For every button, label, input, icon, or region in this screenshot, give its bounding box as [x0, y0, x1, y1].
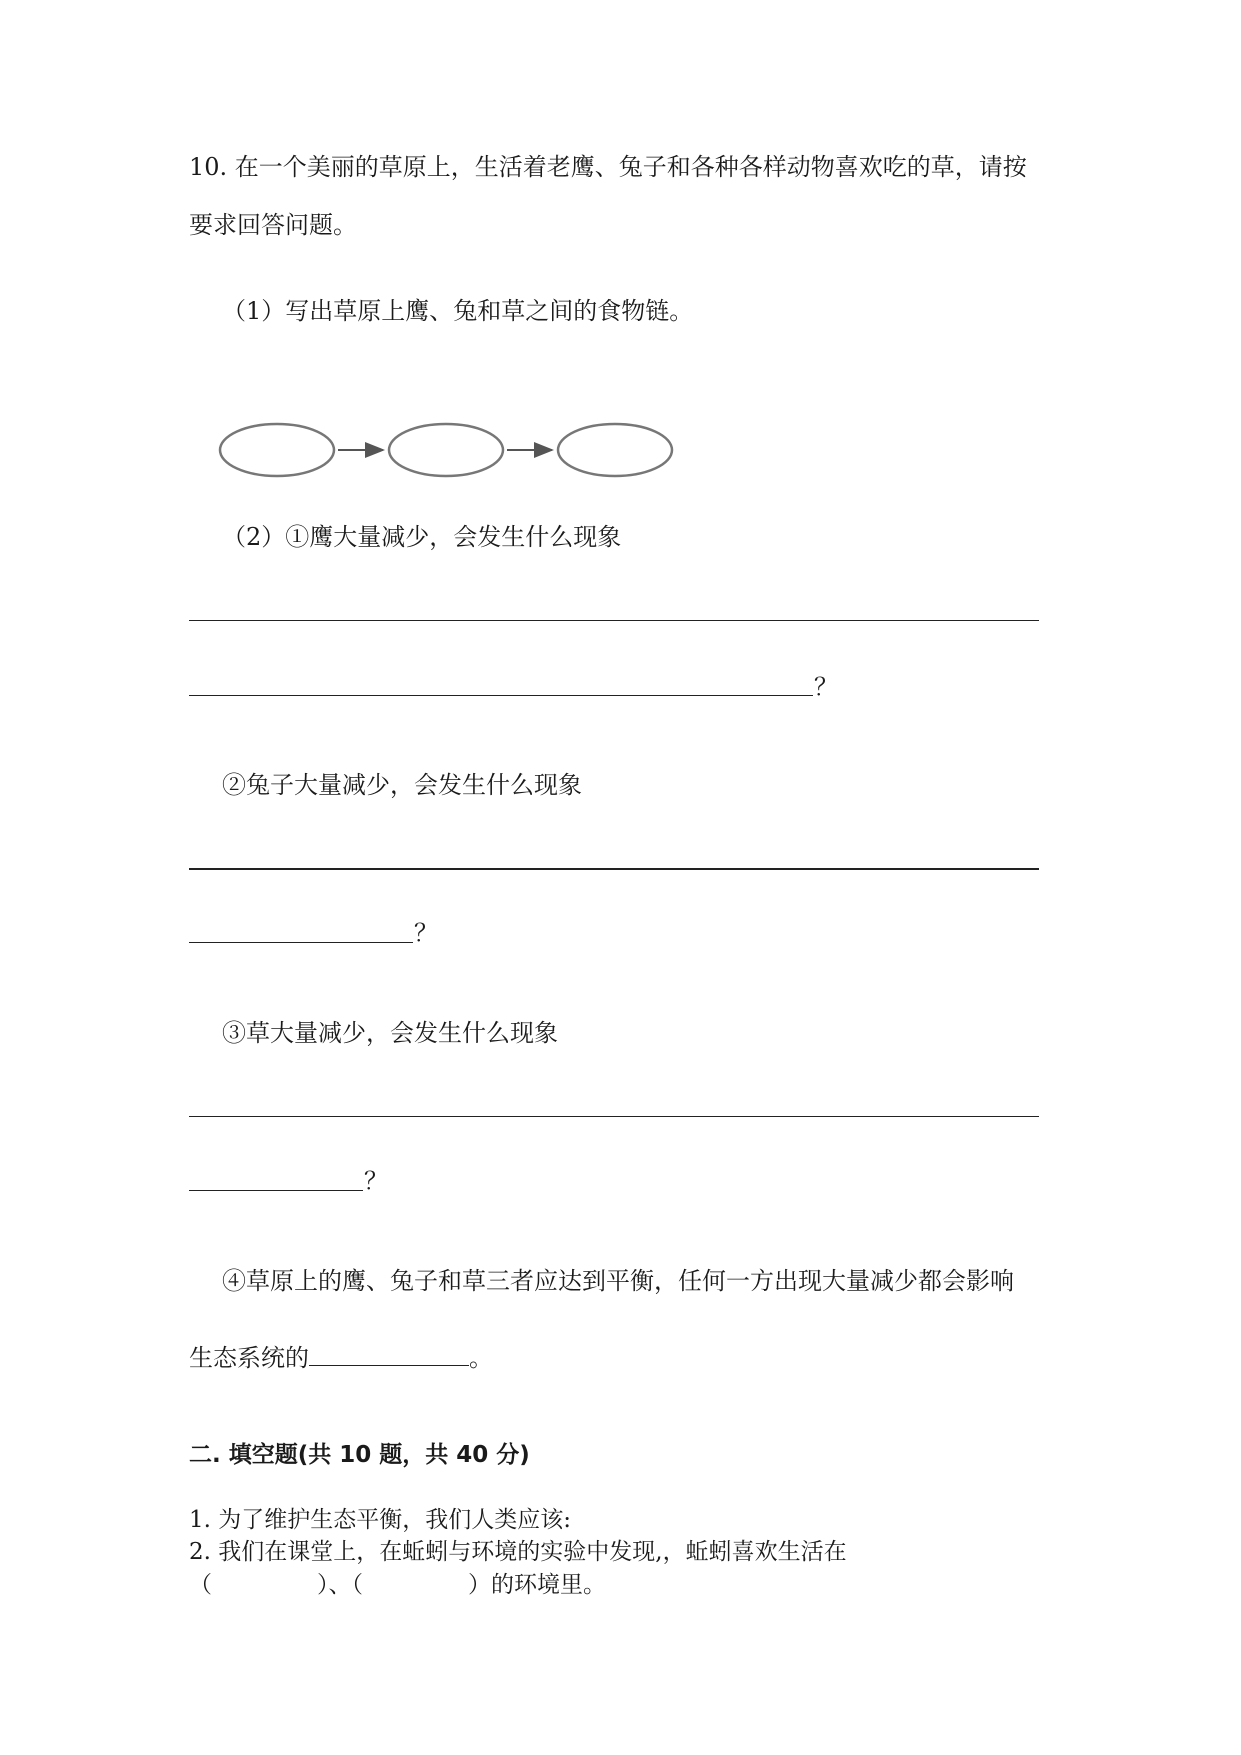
- sub2d-prefix: 生态系统的: [189, 1344, 309, 1372]
- answer-line-2a-2[interactable]: [189, 695, 813, 696]
- food-chain-diagram: [210, 415, 700, 485]
- answer-line-2b-2[interactable]: [189, 942, 413, 943]
- question-mark-2b: ？: [414, 919, 438, 947]
- food-chain-oval-3[interactable]: [558, 424, 672, 476]
- answer-line-2a-1[interactable]: [189, 620, 1039, 621]
- q10-subquestion-2c: ③草大量减少，会发生什么现象: [222, 1019, 558, 1047]
- q10-stem-line1: 10. 在一个美丽的草原上，生活着老鹰、兔子和各种各样动物喜欢吃的草，请按: [189, 153, 1027, 181]
- q10-subquestion-2d: ④草原上的鹰、兔子和草三者应达到平衡，任何一方出现大量减少都会影响: [222, 1267, 1014, 1295]
- q10-subquestion-2b: ②兔子大量减少，会发生什么现象: [222, 771, 582, 799]
- answer-blank-2d[interactable]: [309, 1341, 469, 1366]
- fill-item-2-line1: 2. 我们在课堂上，在蚯蚓与环境的实验中发现,，蚯蚓喜欢生活在: [189, 1539, 847, 1565]
- open-paren-1: （: [189, 1572, 212, 1598]
- food-chain-oval-1[interactable]: [220, 424, 334, 476]
- question-mark-2c: ？: [364, 1167, 388, 1195]
- q10-subquestion-2d-line2: [189, 1341, 493, 1373]
- food-chain-oval-2[interactable]: [389, 424, 503, 476]
- answer-line-2c-1[interactable]: [189, 1116, 1039, 1117]
- sub2d-suffix: 。: [469, 1344, 493, 1372]
- close-paren-1: ）、（: [317, 1572, 363, 1598]
- fill-item-2-line2: [189, 1570, 606, 1600]
- section-title: 二. 填空题(共 10 题，共 40 分): [189, 1442, 530, 1468]
- q10-stem-line2: 要求回答问题。: [189, 211, 357, 239]
- answer-line-2c-2[interactable]: [189, 1190, 363, 1191]
- question-mark-2a: ？: [814, 673, 838, 701]
- q10-subquestion-2a: （2）①鹰大量减少，会发生什么现象: [222, 523, 622, 551]
- fill-item-1: 1. 为了维护生态平衡，我们人类应该:: [189, 1507, 572, 1533]
- close-paren-2: ）的环境里。: [468, 1572, 606, 1598]
- answer-line-2b-1[interactable]: [189, 868, 1039, 870]
- q10-subquestion-1: （1）写出草原上鹰、兔和草之间的食物链。: [222, 297, 694, 325]
